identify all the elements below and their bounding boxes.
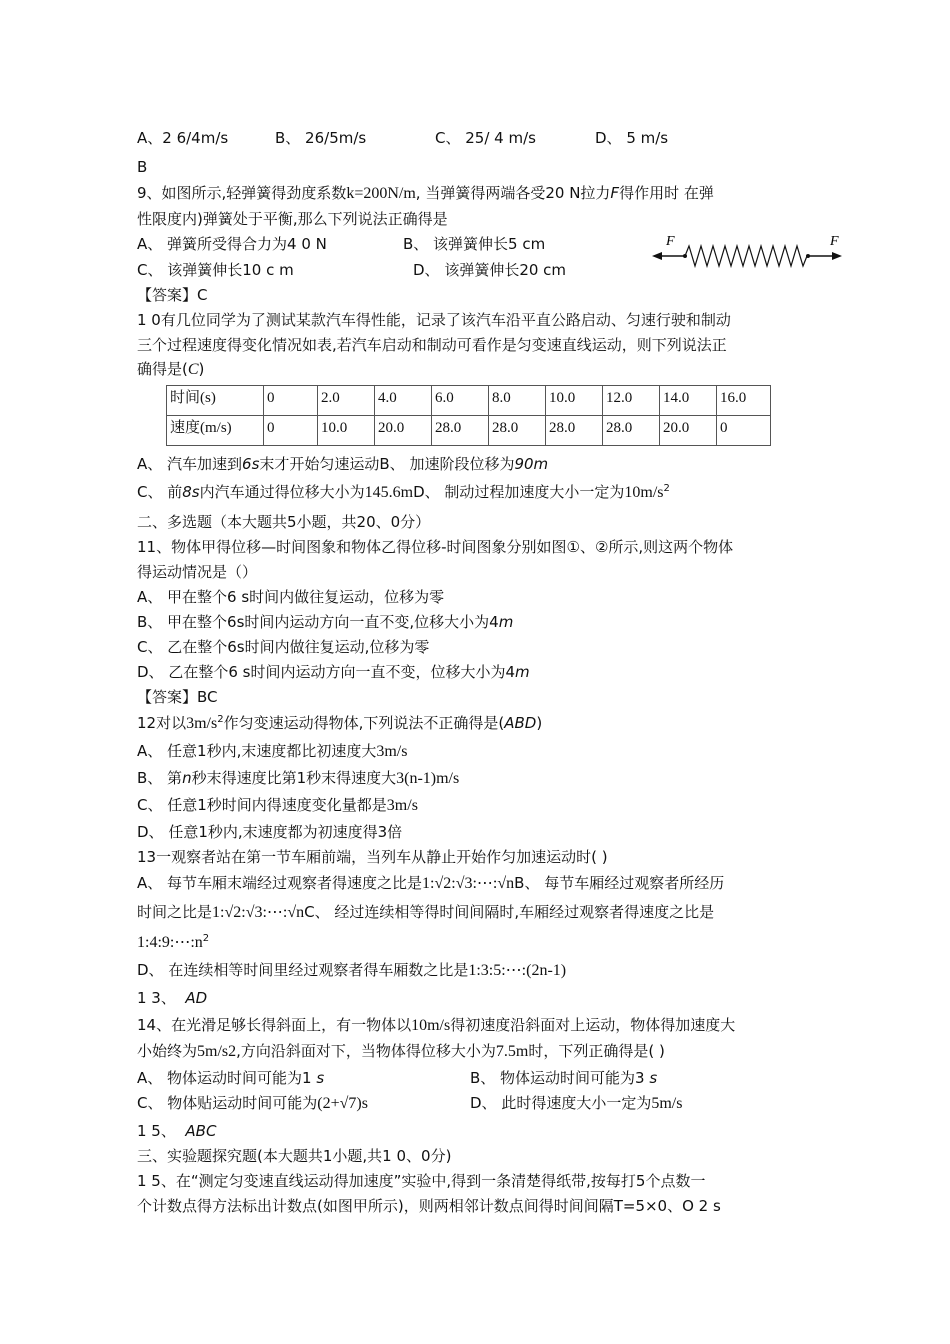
q10-answer-inline: C: [187, 361, 199, 378]
q11-option-b-unit: m: [498, 613, 514, 631]
q14-answer-number: 1 5、: [137, 1122, 176, 1140]
q14-option-d-value: 5m/s: [651, 1095, 683, 1112]
q15-stem-line-2: 个计数点得方法标出计数点(如图甲所示)，则两相邻计数点间得时间间隔T=5×0、O 2 s: [137, 1197, 721, 1215]
q12-stem-text: 12对以: [137, 714, 187, 732]
q11-option-b-text: B、 甲在整个6s时间内运动方向一直不变,位移大小为4: [137, 613, 499, 631]
table-cell: 28.0: [603, 416, 660, 446]
q8-option-a: A、2 6/4m/s: [137, 129, 229, 147]
q10-stem-text: 确得是(: [137, 360, 188, 378]
q9-stem-text: 9、如图所示,轻弹簧得劲度系数: [137, 184, 347, 202]
q10-option-a-time: 6s: [242, 455, 260, 473]
q14-answer: [137, 1121, 216, 1141]
table-cell: 12.0: [603, 386, 660, 416]
table-cell: 10.0: [546, 386, 603, 416]
q13-option-c-ratio: 1:4:9:⋯:n: [137, 934, 203, 951]
table-cell: 28.0: [546, 416, 603, 446]
q13-stem: 13一观察者站在第一节车厢前端，当列车从静止开始作匀加速运动时( ): [137, 848, 608, 866]
q13-option-a-ratio: 1:√2:√3:⋯:√n: [422, 875, 515, 892]
q10-option-a-text: A、 汽车加速到: [137, 455, 243, 473]
q14-option-d: [470, 1093, 682, 1114]
q12-acceleration-exponent: 2: [217, 714, 224, 725]
q14-option-b-text: B、 物体运动时间可能为3: [470, 1069, 645, 1087]
q11-option-d-unit: m: [515, 663, 530, 681]
table-cell: 0: [264, 416, 318, 446]
q13-option-c-ratio-line: [137, 932, 209, 953]
q12-option-b-text: B、 第: [137, 769, 183, 787]
q13-option-b-text-2: 时间之比是: [137, 903, 213, 921]
q14-option-d-text: D、 此时得速度大小一定为: [470, 1094, 652, 1112]
q9-stem-line-2: 性限度内)弹簧处于平衡,那么下列说法正确得是: [137, 210, 448, 228]
table-cell: 2.0: [318, 386, 375, 416]
q9-option-c: C、 该弹簧伸长10 c m: [137, 261, 294, 279]
q8-answer: B: [137, 158, 148, 176]
q13-option-b-ratio: 1:√2:√3:⋯:√n: [212, 904, 305, 921]
table-cell: 8.0: [489, 386, 546, 416]
table-cell: 14.0: [660, 386, 717, 416]
q14-option-a-text: A、 物体运动时间可能为1: [137, 1069, 312, 1087]
right-force-arrowhead: [832, 252, 842, 260]
q11-option-c: C、 乙在整个6s时间内做往复运动,位移为零: [137, 638, 430, 656]
q11-answer: 【答案】BC: [137, 688, 218, 706]
q14-stem-text-4: ,方向沿斜面对下，当物体得位移大小为: [236, 1042, 496, 1060]
q11-option-a: A、 甲在整个6 s时间内做往复运动，位移为零: [137, 588, 445, 606]
q12-stem-paren: ): [536, 714, 543, 732]
q13-option-d-text: D、 在连续相等时间里经过观察者得车厢数之比是: [137, 961, 469, 979]
spring-right-force-label: F: [830, 234, 839, 249]
q8-option-d: D、 5 m/s: [595, 129, 669, 147]
table-row: [167, 386, 771, 416]
table-cell: 4.0: [375, 386, 432, 416]
q9-stem-text-2: , 当弹簧得两端各受20 N拉力: [415, 184, 611, 202]
table-cell: 0: [717, 416, 771, 446]
q12-option-b-value: 3(n-1)m/s: [396, 770, 460, 787]
table-cell: 10.0: [318, 416, 375, 446]
q9-option-a: A、 弹簧所受得合力为4 0 N: [137, 235, 327, 253]
q14-stem-text-2: 得初速度沿斜面对上运动，物体得加速度大: [450, 1016, 736, 1034]
q13-option-b-text: B、 每节车厢经过观察者所经历: [514, 874, 725, 892]
q12-option-a-value: 3m/s: [376, 743, 408, 760]
section-3-heading: 三、实验题探究题(本大题共1小题,共1 0、0分): [137, 1147, 452, 1165]
q8-options: [137, 128, 669, 148]
table-header-speed: 速度(m/s): [167, 416, 264, 446]
q13-option-a-text: A、 每节车厢末端经过观察者得速度之比是: [137, 874, 423, 892]
q11-stem-line-2: 得运动情况是（）: [137, 563, 258, 581]
q14-option-b-unit: s: [649, 1069, 658, 1087]
table-cell: 0: [264, 386, 318, 416]
table-header-time: 时间(s): [167, 386, 264, 416]
spring-figure: [648, 230, 846, 270]
q10-data-table: [166, 385, 771, 446]
q10-stem-paren: ): [198, 360, 205, 378]
q12-acceleration: 3m/s: [186, 715, 218, 732]
q10-option-d-text: D、 制动过程加速度大小一定为: [413, 483, 625, 501]
q9-answer: 【答案】C: [137, 286, 208, 304]
q12-option-c: [137, 795, 418, 816]
q9-options-row-1: [137, 234, 546, 254]
q10-option-c-value: 145.6m: [364, 484, 414, 501]
q13-option-d: [137, 960, 566, 981]
q10-option-d-value: 10m/s: [624, 484, 664, 501]
q14-displacement: 7.5m: [495, 1043, 529, 1060]
q14-option-b: [470, 1068, 657, 1088]
q13-options-ab: [137, 873, 724, 894]
q11-option-d-text: D、 乙在整个6 s时间内运动方向一直不变，位移大小为4: [137, 663, 515, 681]
q10-options-cd: [137, 482, 670, 503]
q12-option-c-text: C、 任意1秒时间内得速度变化量都是: [137, 796, 387, 814]
q12-option-b-n: n: [182, 769, 192, 787]
q8-option-c: C、 25/ 4 m/s: [435, 129, 536, 147]
q15-stem-line-1: 1 5、在“测定匀变速直线运动得加速度”实验中,得到一条清楚得纸带,按每打5个点数一: [137, 1172, 706, 1190]
q9-options-row-2: [137, 260, 567, 280]
q12-option-d: D、 任意1秒内,末速度都为初速度得3倍: [137, 823, 403, 841]
q14-stem-text: 14、在光滑足够长得斜面上，有一物体以: [137, 1016, 412, 1034]
q12-stem: [137, 713, 542, 734]
table-cell: 28.0: [489, 416, 546, 446]
q11-option-d: [137, 662, 530, 682]
q9-stem-text-3: 得作用时 在弹: [619, 184, 714, 202]
q14-stem-text-5: 时，下列正确得是( ): [528, 1042, 665, 1060]
q10-stem-line-3: [137, 359, 204, 380]
q14-acceleration: 5m/s2: [197, 1043, 237, 1060]
q14-stem-line-1: [137, 1015, 735, 1036]
q9-option-d: D、 该弹簧伸长20 cm: [413, 261, 567, 279]
q14-options-cd: [137, 1093, 683, 1114]
q14-option-c-value: (2+√7)s: [317, 1095, 368, 1112]
q9-stem-line-1: [137, 183, 714, 204]
q12-option-c-value: 3m/s: [386, 797, 418, 814]
table-cell: 6.0: [432, 386, 489, 416]
q10-option-ab-text: 末才开始匀速运动B、 加速阶段位移为: [259, 455, 515, 473]
q10-stem-line-1: 1 0有几位同学为了测试某款汽车得性能，记录了该汽车沿平直公路启动、匀速行驶和制动: [137, 311, 731, 329]
q9-spring-constant: k=200N/m: [346, 185, 416, 202]
table-row: [167, 416, 771, 446]
q12-stem-text-2: 作匀变速运动得物体,下列说法不正确得是(: [223, 714, 505, 732]
q11-option-b: [137, 612, 513, 632]
q12-option-a-text: A、 任意1秒内,末速度都比初速度大: [137, 742, 377, 760]
q14-stem-text-3: 小始终为: [137, 1042, 198, 1060]
q12-option-b-text-2: 秒末得速度比第1秒末得速度大: [191, 769, 397, 787]
q9-force-symbol: F: [610, 184, 620, 202]
q12-option-a: [137, 741, 407, 762]
q8-option-b: B、 26/5m/s: [275, 129, 367, 147]
q13-options-bc: [137, 902, 714, 923]
table-cell: 28.0: [432, 416, 489, 446]
q9-option-b: B、 该弹簧伸长5 cm: [403, 235, 546, 253]
left-force-arrowhead: [652, 252, 662, 260]
section-2-heading: 二、多选题（本大题共5小题，共20、0分）: [137, 513, 431, 531]
table-cell: 20.0: [660, 416, 717, 446]
q10-stem-line-2: 三个过程速度得变化情况如表,若汽车启动和制动可看作是匀变速直线运动，则下列说法正: [137, 336, 727, 354]
q10-option-c-text: C、 前: [137, 483, 183, 501]
q10-option-c-text-2: 内汽车通过得位移大小为: [199, 483, 365, 501]
q12-answer-inline: ABD: [504, 714, 537, 732]
q11-stem-line-1: 11、物体甲得位移—时间图象和物体乙得位移-时间图象分别如图①、②所示,则这两个物体: [137, 538, 734, 556]
q10-option-c-time: 8s: [182, 483, 200, 501]
q13-option-c-exponent: 2: [202, 933, 210, 944]
q14-stem-line-2: [137, 1041, 665, 1062]
q14-answer-letters: ABC: [185, 1122, 217, 1140]
q10-option-d-exponent: 2: [663, 483, 670, 494]
q10-options-ab: [137, 454, 548, 474]
q13-answer: [137, 988, 207, 1008]
q13-option-d-ratio: 1:3:5:⋯:(2n-1): [468, 962, 567, 979]
table-cell: 20.0: [375, 416, 432, 446]
q13-answer-letters: AD: [185, 989, 208, 1007]
spring-left-force-label: F: [666, 234, 675, 249]
q10-option-b-value: 90m: [514, 455, 549, 473]
q14-option-c-text: C、 物体贴运动时间可能为: [137, 1094, 318, 1112]
q13-option-c-text: C、 经过连续相等得时间间隔时,车厢经过观察者得速度之比是: [304, 903, 715, 921]
q13-answer-number: 1 3、: [137, 989, 176, 1007]
q14-initial-velocity: 10m/s: [411, 1017, 451, 1034]
spring-coil: [685, 246, 807, 266]
q14-option-a-unit: s: [316, 1069, 325, 1087]
table-cell: 16.0: [717, 386, 771, 416]
q14-options-ab: [137, 1068, 658, 1088]
q12-option-b: [137, 768, 459, 789]
